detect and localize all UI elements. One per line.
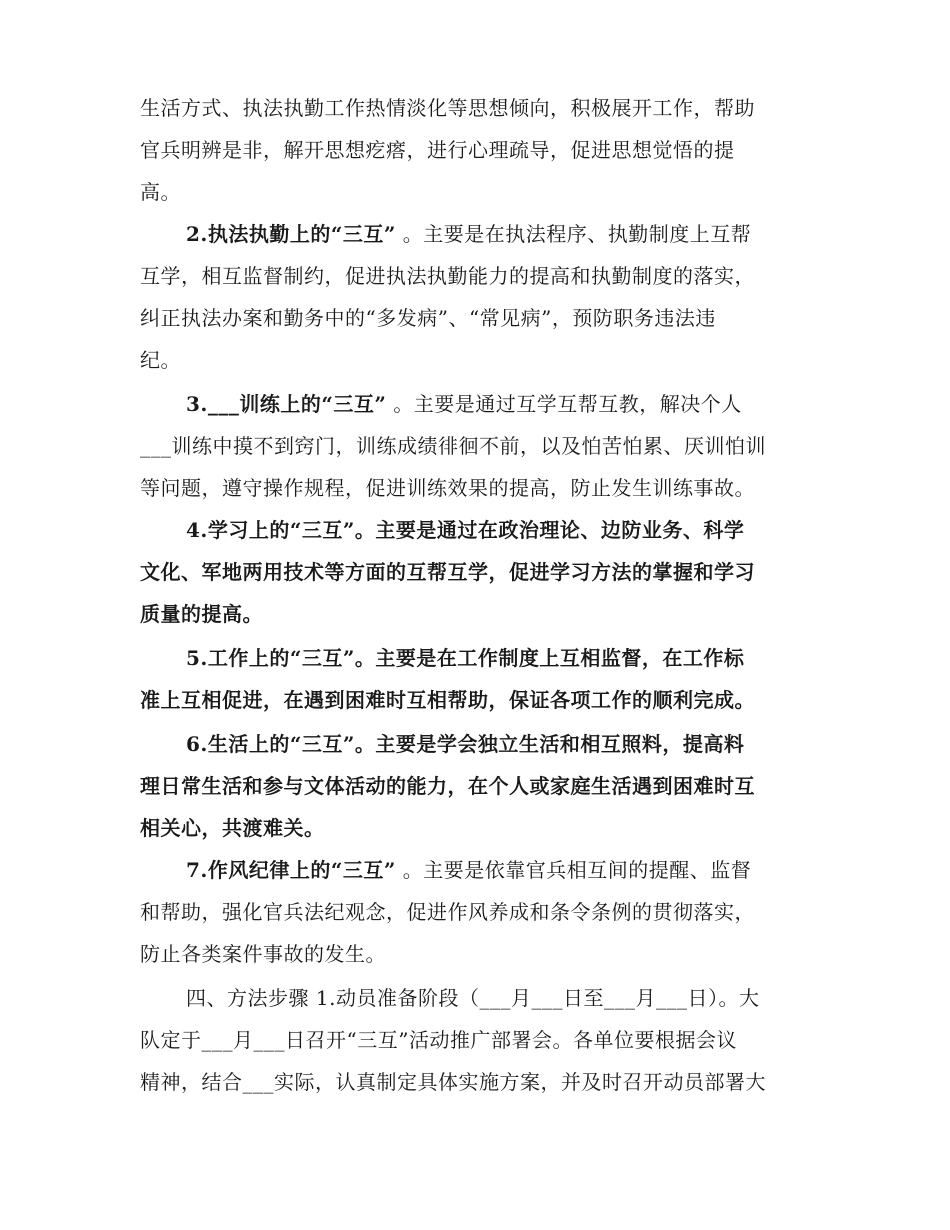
- text-line-4: [186, 220, 751, 248]
- text-line-6: [140, 304, 716, 332]
- text-line-14: [186, 644, 744, 672]
- text-segment: 防止各类案件事故的发生。: [140, 942, 386, 966]
- text-segment: 生活方式、执法执勤工作热情淡化等思想倾向，积极展开工作，帮助: [140, 96, 755, 120]
- section-heading-4: 四、方法步骤 1.动员准备阶段（___月___日至___月___日）。大: [186, 986, 760, 1010]
- text-line-19: [186, 856, 751, 884]
- item-heading-6: 6.生活上的“三互”。主要是学会独立生活和相互照料，提高料: [186, 732, 745, 756]
- text-line-23: [140, 1026, 737, 1054]
- text-line-7: [140, 346, 181, 374]
- text-segment: 文化、军地两用技术等方面的互帮互学，促进学习方法的掌握和学习: [140, 560, 755, 584]
- text-segment: 。主要是通过互学互帮互教，解决个人: [386, 392, 742, 416]
- text-line-1: [140, 94, 755, 122]
- text-line-9: [140, 432, 766, 460]
- text-segment: 队定于___月___日召开“三互”活动推广部署会。各单位要根据会议: [140, 1028, 737, 1052]
- text-segment: 。主要是依靠官兵相互间的提醒、监督: [395, 858, 752, 882]
- text-segment: 互学，相互监督制约，促进执法执勤能力的提高和执勤制度的落实，: [140, 264, 755, 288]
- text-line-24: [140, 1068, 766, 1096]
- text-segment: 等问题，遵守操作规程，促进训练效果的提高，防止发生训练事故。: [140, 476, 755, 500]
- text-line-2: [140, 136, 735, 164]
- text-line-22: [186, 984, 759, 1012]
- text-line-8: [186, 390, 742, 418]
- item-heading-4: 4.学习上的“三互”。主要是通过在政治理论、边防业务、科学: [186, 518, 745, 542]
- text-line-13: [140, 600, 263, 628]
- item-heading-5: 5.工作上的“三互”。主要是在工作制度上互相监督，在工作标: [186, 646, 745, 670]
- text-segment: 质量的提高。: [140, 602, 263, 626]
- text-segment: 高。: [140, 180, 181, 204]
- text-line-15: [140, 686, 755, 714]
- text-segment: 和帮助，强化官兵法纪观念，促进作风养成和条令条例的贯彻落实，: [140, 900, 755, 924]
- text-line-12: [140, 558, 755, 586]
- text-segment: ___训练中摸不到窍门，训练成绩徘徊不前，以及怕苦怕累、厌训怕训: [140, 434, 766, 458]
- text-segment: 理日常生活和参与文体活动的能力，在个人或家庭生活遇到困难时互: [140, 774, 755, 798]
- text-segment: 准上互相促进，在遇到困难时互相帮助，保证各项工作的顺利完成。: [140, 688, 755, 712]
- text-line-21: [140, 940, 386, 968]
- text-line-10: [140, 474, 755, 502]
- text-segment: 精神，结合___实际，认真制定具体实施方案，并及时召开动员部署大: [140, 1070, 766, 1094]
- text-line-11: [186, 516, 744, 544]
- text-segment: 。主要是在执法程序、执勤制度上互帮: [395, 222, 752, 246]
- text-segment: 纪。: [140, 348, 181, 372]
- item-heading-2: 2.执法执勤上的“三互”: [186, 222, 396, 246]
- text-line-20: [140, 898, 755, 926]
- text-line-16: [186, 730, 744, 758]
- text-line-3: [140, 178, 181, 206]
- text-line-5: [140, 262, 755, 290]
- text-line-17: [140, 772, 755, 800]
- text-line-18: [140, 814, 325, 842]
- item-heading-7: 7.作风纪律上的“三互”: [186, 858, 396, 882]
- text-segment: 官兵明辨是非，解开思想疙瘩，进行心理疏导，促进思想觉悟的提: [140, 138, 735, 162]
- item-heading-3: 3.___训练上的“三互”: [186, 392, 387, 416]
- text-segment: 相关心，共渡难关。: [140, 816, 325, 840]
- text-segment: 纠正执法办案和勤务中的“多发病”、“常见病”，预防职务违法违: [140, 306, 716, 330]
